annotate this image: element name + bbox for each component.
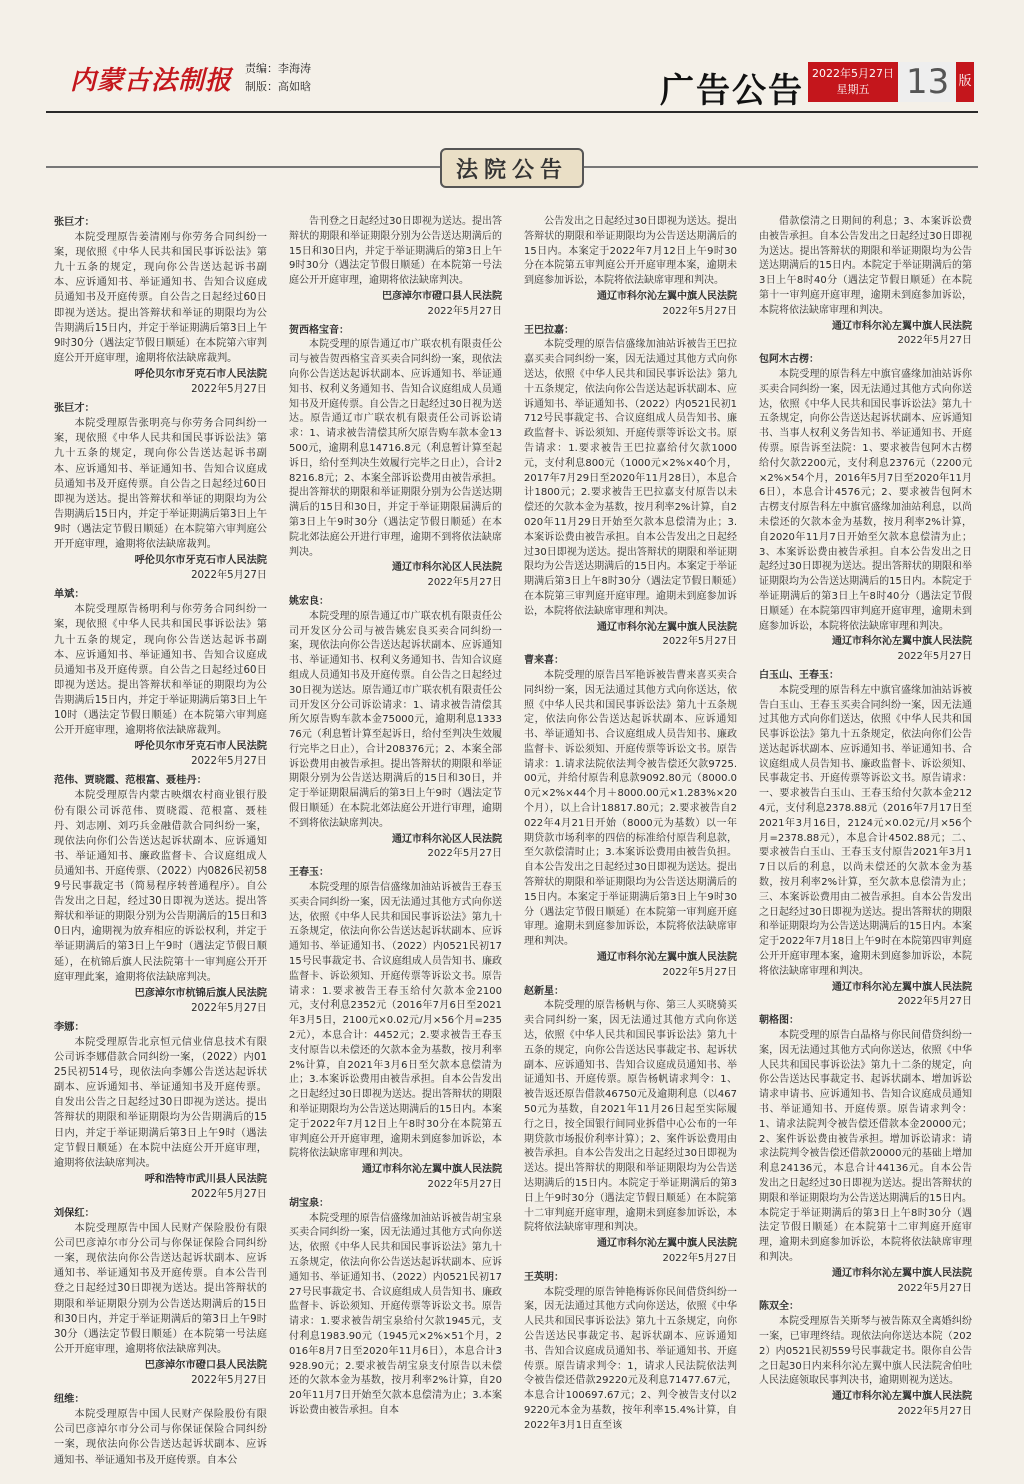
court-notice — [759, 215, 972, 349]
court-notice — [289, 595, 502, 862]
notice-body: 本院受理的原告吕军艳诉被告曹来喜买卖合同纠纷一案，因无法通过其他方式向你送达，依照《中华人民共和国民事诉讼法》第九十五条规定，依法向你公告送达起诉状副本、应诉通知书、举证通知书、合议庭组成人员告知书、廉政监督卡、诉讼须知、开庭传票等诉讼文书。原告请求：1.请求法院依法判令被告偿还欠款9725.00元，并给付原告利息款9092.80元（8000.00元×2%×44个月＋8000.00元×1.283%×20个月），以上合计18817.80元；2.要求被告自2022年4月21日开始（8000元为基数）以一年期贷款市场利率的四倍的标准给付原告利息款，至欠款偿清时止；3.本案诉讼费用由被告负担。自本公告发出之日起经过30日即视为送达。提出答辩状的期限和举证期限均为公告送达期满后的15日内。本案定于举证期满后第3日上午9时30分（遇法定节假日顺延）在本院第一审判庭开庭审理。逾期未到庭参加诉讼，本院将依法缺席审理和判决。 — [524, 669, 737, 948]
notice-date: 2022年5月27日 — [897, 1405, 972, 1417]
court-notice — [524, 215, 737, 320]
court-notice — [289, 215, 502, 320]
issuing-court: 通辽市科尔沁左翼中旗人民法院 — [832, 320, 972, 332]
notice-body: 本院受理的原告杨帆与你、第三人买晓骑买卖合同纠纷一案，因无法通过其他方式向你送达，依照《中华人民共和国民事诉讼法》第九十五条的规定，向你公告送达民事裁定书、起诉状副本、应诉通知书、告知合议庭成员通知书、举证通知书、开庭传票。原告杨帆请求判令：1、被告返还原告借款46750元及逾期利息（以46750元为基数，自2021年11月26日起至实际履行之日，按全国银行间同业拆借中心公布的一年期贷款市场报价利率计算）；2、案件诉讼费用由被告承担。自本公告发出之日起经过30日即视为送达。提出答辩状的期限和举证期限均为公告送达期满后的15日内。本院定于举证期满后的第3日上午9时30分（遇法定节假日顺延）在本院第十二审判庭开庭审理，逾期未到庭参加诉讼，本院将依法缺席审理和判决。 — [524, 1000, 737, 1234]
issuing-court: 巴彦淖尔市杭锦后旗人民法院 — [134, 987, 267, 999]
notice-body: 告刊登之日起经过30日即视为送达。提出答辩状的期限和举证期限分别为公告送达期满后的15日和30日内，并定于举证期满后的第3日上午9时30分（遇法定节假日顺延）在本院第一号法庭公开开庭审理，逾期将依法缺席判决。 — [289, 216, 502, 287]
addressee: 王英明： — [524, 1271, 564, 1283]
court-notice — [289, 324, 502, 591]
addressee: 王春玉： — [289, 867, 329, 879]
addressee: 张巨才： — [54, 217, 95, 228]
addressee: 李娜： — [54, 1021, 85, 1033]
notice-date: 2022年5月27日 — [191, 1188, 267, 1200]
addressee: 包阿木古楞： — [759, 354, 819, 366]
notice-body: 借款偿清之日期间的利息；3、本案诉讼费由被告承担。自本公告发出之日起经过30日即视为送达。提出答辩状的期限和举证期限均为公告送达期满后的15日内。本院定于举证期满后的第3日上午8时40分（遇法定节假日顺延）在本院第十一审判庭开庭审理，逾期未到庭参加诉讼，本院将依法缺席审理和判决。 — [759, 216, 972, 316]
notice-date: 2022年5月27日 — [427, 1179, 502, 1190]
addressee: 陈双全： — [759, 1301, 799, 1313]
issuing-court: 通辽市科尔沁左翼中旗人民法院 — [597, 290, 737, 302]
issue-weekday: 星期五 — [836, 83, 870, 96]
notice-date: 2022年5月27日 — [191, 384, 267, 396]
notice-body: 本院受理的原告信盛缘加油站诉被告王巴拉嘉买卖合同纠纷一案，因无法通过其他方式向你送达，依照《中华人民共和国民事诉讼法》第九十五条规定，依法向你公告送达起诉状副本、应诉通知书、举证通知书、（2022）内0521民初1712号民事裁定书、合议庭组成人员告知书、廉政监督卡、诉讼须知、开庭传票等诉讼文书。原告请求：1.要求被告王巴拉嘉给付欠款1000元，支付利息800元（1000元×2%×40个月，2017年7月29日至2020年11月28日），本息合计1800元；2.要求被告王巴拉嘉支付原告以未偿还的欠款本金为基数，按月利率2%计算，自2020年11月29日开始至欠款本息偿清为止；3.本案诉讼费由被告承担。自本公告发出之日起经过30日即视为送达。提出答辩状的期限和举证期限均为公告送达期满后的15日内。本案定于举证期满后第3日上午8时30分（遇法定节假日顺延）在本院第三审判庭开庭审理。逾期未到庭参加诉讼，本院将依法缺席审理和判决。 — [524, 339, 737, 617]
notice-date: 2022年5月27日 — [191, 1375, 267, 1387]
notice-date: 2022年5月27日 — [191, 570, 267, 582]
addressee: 曹来喜： — [524, 655, 564, 667]
notice-body: 本院受理原告中国人民财产保险股份有限公司巴彦淖尔市分公司与你保证保险合同纠纷一案，现依法向你公告送达起诉状副本、应诉通知书、举证通知书及开庭传票。自本公 — [54, 1409, 267, 1466]
notice-body: 公告发出之日起经过30日即视为送达。提出答辩状的期限和举证期限均为公告送达期满后的15日内。本案定于2022年7月12日上午9时30分在本院第五审判庭公开开庭审理本案，逾期未到庭参加诉讼，本院将依法缺席审理和判决。 — [524, 216, 737, 287]
notice-date: 2022年5月27日 — [662, 966, 737, 978]
court-notice — [759, 1300, 972, 1419]
staff-credits — [245, 60, 311, 96]
notice-date: 2022年5月27日 — [897, 651, 972, 663]
court-notice — [54, 1206, 267, 1388]
issuing-court: 通辽市科尔沁左翼中旗人民法院 — [597, 1238, 737, 1250]
court-notice — [524, 324, 737, 651]
notice-body: 本院受理原告姜清刚与你劳务合同纠纷一案，现依照《中华人民共和国民事诉讼法》第九十五条的规定，现向你公告送达起诉书副本、应诉通知书、举证通知书、告知合议庭成员通知书及开庭传票。自公告之日起经过60日即视为送达。提出答辩状和举证的期限均为公告期满后15日内，并定于举证期满后第3日上午9时30分（遇法定节假日顺延）在本院第六审判庭公开开庭审理，逾期将依法缺席裁判。 — [54, 232, 268, 364]
court-notice — [289, 1197, 502, 1419]
issuing-court: 通辽市科尔沁左翼中旗人民法院 — [832, 981, 972, 993]
producer-credit: 制版：高如晗 — [245, 80, 311, 93]
notice-body: 本院受理原告张明亮与你劳务合同纠纷一案，现依照《中华人民共和国民事诉讼法》第九十五条的规定，现向你公告送达起诉书副本、应诉通知书、举证通知书、告知合议庭成员通知书及开庭传票。自公告之日起经过60日即视为送达。提出答辩状和举证的期限均为公告期满后15日内，并定于举证期满后第3日上午9时（遇法定节假日顺延）在本院第六审判庭公开开庭审理，逾期将依法缺席裁判。 — [54, 418, 268, 550]
issuing-court: 通辽市科尔沁区人民法院 — [392, 833, 502, 845]
addressee: 朝格图： — [759, 1015, 799, 1027]
court-notice-banner: 法院公告 — [440, 148, 584, 188]
addressee: 姚宏良： — [289, 595, 329, 607]
notice-date: 2022年5月27日 — [191, 756, 267, 768]
addressee: 纽维： — [54, 1394, 85, 1406]
court-notice — [524, 654, 737, 981]
issue-date-box — [808, 62, 898, 102]
addressee: 单斌： — [54, 589, 85, 601]
issuing-court: 呼伦贝尔市牙克石市人民法院 — [134, 741, 267, 753]
issuing-court: 呼和浩特市武川县人民法院 — [144, 1173, 267, 1185]
court-notice — [54, 1020, 267, 1202]
notice-body: 本院受理原告中国人民财产保险股份有限公司巴彦淖尔市分公司与你保证保险合同纠纷一案，现依法向你公告送达起诉状副本、应诉通知书、举证通知书及开庭传票。自本公告刊登之日起经过30日即视为送达。提出答辩状的期限和举证期限分别为公告送达期满后的15日和30日内，并定于举证期满后的第3日上午9时30分（遇法定节假日顺延）在本院第一号法庭公开开庭审理，逾期将依法缺席判决。 — [54, 1223, 267, 1355]
notice-date: 2022年5月27日 — [897, 1282, 972, 1294]
notice-body: 本院受理的原告科左中旗官盛缘加油站诉被告白玉山、王春玉买卖合同纠纷一案，因无法通过其他方式向你们送达，依照《中华人民共和国民事诉讼法》第九十五条规定，依法向你们公告送达起诉状副本、应诉通知书、举证通知书、合议庭组成人员告知书、廉政监督卡、诉讼须知、民事裁定书、开庭传票等诉讼文书。原告请求：一、要求被告白玉山、王春玉给付欠款本金2124元，支付利息2378.88元（2016年7月17日至2021年3月16日，2124元×0.02元/月×56个月=2378.88元），本息合计4502.88元；二、要求被告白玉山、王春玉支付原告2021年3月17日以后的利息，以尚未偿还的欠款本金为基数，按月利率2%计算，至欠款本息偿清为止；三、本案诉讼费用由二被告承担。自本公告发出之日起经过30日即视为送达。提出答辩状的期限和举证期限均为公告送达期满后的15日内。本案定于2022年7月18日上午9时在本院第四审判庭公开开庭审理本案，逾期未到庭参加诉讼，本院将依法缺席审理和判决。 — [759, 684, 972, 977]
court-notice — [54, 587, 267, 769]
addressee: 白玉山、王春玉： — [759, 669, 839, 681]
issuing-court: 呼伦贝尔市牙克石市人民法院 — [134, 368, 267, 380]
notice-body: 本院受理的原告信盛缘加油站诉被告胡宝泉买卖合同纠纷一案，因无法通过其他方式向你送达，依照《中华人民共和国民事诉讼法》第九十五条规定，依法向你公告送达起诉状副本、应诉通知书、举证通知书、（2022）内0521民初1727号民事裁定书、合议庭组成人员告知书、廉政监督卡、诉讼须知、开庭传票等诉讼文书。原告请求：1.要求被告胡宝泉给付欠款1945元，支付利息1983.90元（1945元×2%×51个月，2016年8月7日至2020年11月6日），本息合计3928.90元；2.要求被告胡宝泉支付原告以未偿还的欠款本金为基数，按月利率2%计算，自2020年11月7日开始至欠款本息偿清为止；3.本案诉讼费由被告承担。自本 — [289, 1212, 502, 1416]
notice-body: 本院受理原告杨明利与你劳务合同纠纷一案，现依照《中华人民共和国民事诉讼法》第九十五条的规定，现向你公告送达起诉书副本、应诉通知书、举证通知书、告知合议庭成员通知书及开庭传票。自公告之日起经过60日即视为送达。提出答辩状和举证的期限均为公告期满后15日内，并定于举证期满后第3日上午10时（遇法定节假日顺延）在本院第六审判庭公开开庭审理，逾期将依法缺席裁判。 — [54, 604, 268, 737]
notice-date: 2022年5月27日 — [191, 1002, 267, 1014]
court-notice — [759, 669, 972, 1010]
court-notice — [289, 866, 502, 1193]
notice-column-3 — [524, 215, 737, 1438]
notice-body: 本院受理原告关斯琴与被告陈双全离婚纠纷一案，已审理终结。现依法向你送达本院（2022）内0521民初559号民事裁定书。限你自公告之日起30日内来科尔沁左翼中旗人民法院舍伯吐人民法庭领取民事判决书，逾期则视为送达。 — [759, 1316, 972, 1387]
court-notice — [54, 401, 267, 583]
notice-body: 本院受理的原告白晶格与你民间借贷纠纷一案，因无法通过其他方式向你送达，依照《中华人民共和国民事诉讼法》第九十二条的规定，向你公告送达民事裁定书、起诉状副本、增加诉讼请求申请书、应诉通知书、告知合议庭成员通知书、举证通知书、开庭传票。原告请求判令：1、请求法院判令被告偿还借款本金20000元；2、案件诉讼费由被告承担。增加诉讼请求：请求法院判令被告偿还借款20000元的基础上增加利息24136元，本息合计44136元。自本公告发出之日起经过30日即视为送达。提出答辩状的期限和举证期限均为公告送达期满后的15日内。本院定于举证期满后的第3日上午8时30分（遇法定节假日顺延）在本院第十二审判庭开庭审理，逾期未到庭参加诉讼，本院将依法缺席审理和判决。 — [759, 1030, 972, 1263]
notice-date: 2022年5月27日 — [427, 848, 502, 860]
notice-body: 本院受理的原告科左中旗官盛缘加油站诉你买卖合同纠纷一案，因无法通过其他方式向你送达，依照《中华人民共和国民事诉讼法》第九十五条规定，向你公告送达起诉状副本、应诉通知书、当事人权利义务告知书、举证通知书、开庭传票。原告诉至法院：1、要求被告包阿木古楞给付欠款2200元，支付利息2376元（2200元×2%×54个月，2016年5月7日至2020年11月6日），本息合计4576元；2、要求被告包阿木古楞支付原告科左中旗官盛缘加油站利息，以尚未偿还的欠款本金为基数，按月利率2%计算，自2020年11月7日开始至欠款本息偿清为止；3、本案诉讼费由被告承担。自本公告发出之日起经过30日即视为送达。提出答辩状的期限和举证期限均为公告送达期满后的15日内。本院定于举证期满后的第3日上午8时40分（遇法定节假日顺延）在本院第四审判庭开庭审理，逾期未到庭参加诉讼，本院将依法缺席审理和判决。 — [759, 368, 972, 632]
banner-rule-left — [46, 166, 440, 168]
court-notice — [524, 985, 737, 1267]
addressee: 范伟、贾晓霞、范根富、聂桂丹： — [54, 775, 207, 787]
court-notice — [759, 353, 972, 665]
issuing-court: 通辽市科尔沁左翼中旗人民法院 — [597, 621, 737, 633]
issuing-court: 通辽市科尔沁左翼中旗人民法院 — [832, 1391, 972, 1403]
issuing-court: 巴彦淖尔市磴口县人民法院 — [382, 290, 502, 302]
addressee: 赵新星： — [524, 985, 564, 997]
addressee: 张巨才： — [54, 403, 95, 415]
page-suffix: 版 — [956, 62, 974, 102]
notice-column-2 — [289, 215, 502, 1423]
addressee: 刘保红： — [54, 1208, 95, 1219]
court-notice — [54, 773, 267, 1016]
court-notice — [54, 215, 267, 397]
header-divider — [46, 111, 978, 113]
notice-column-4 — [759, 215, 972, 1424]
court-notice — [54, 1392, 267, 1467]
editor-credit: 责编：李海涛 — [245, 62, 311, 75]
issuing-court: 通辽市科尔沁区人民法院 — [392, 562, 502, 574]
issuing-court: 通辽市科尔沁左翼中旗人民法院 — [832, 636, 972, 648]
section-title: 广告公告 — [660, 71, 804, 111]
banner-rule-right — [584, 166, 978, 168]
issuing-court: 通辽市科尔沁左翼中旗人民法院 — [597, 952, 737, 964]
issuing-court: 通辽市科尔沁左翼中旗人民法院 — [832, 1267, 972, 1279]
addressee: 王巴拉嘉： — [524, 324, 574, 336]
addressee: 胡宝泉： — [289, 1197, 329, 1209]
notice-date: 2022年5月27日 — [897, 996, 972, 1008]
issuing-court: 通辽市科尔沁左翼中旗人民法院 — [362, 1164, 502, 1176]
notice-date: 2022年5月27日 — [662, 636, 737, 648]
issue-date: 2022年5月27日 — [812, 67, 894, 80]
newspaper-logo: 内蒙古法制报 — [70, 66, 233, 96]
notice-body: 本院受理原告内蒙古映烟农村商业银行股份有限公司诉范伟、贾晓霞、范根富、聂桂丹、刘志刚、刘巧兵金融借款合同纠纷一案，现依法向你们公告送达起诉状副本、应诉通知书、举证通知书、廉政监督卡、合议庭组成人员通知书、开庭传票、（2022）内0826民初589号民事裁定书（简易程序转普通程序）。自公告发出之日起，经过30日即视为送达。提出答辩状和举证的期限分别为公告期满后的15日和30日内，逾期视为放弃相应的诉讼权利，并定于举证期满后的第3日上午9时（遇法定节假日顺延），在杭锦后旗人民法院第十一审判庭公开开庭审理此案，逾期将依法缺席判决。 — [54, 790, 268, 983]
masthead — [0, 0, 1024, 112]
issuing-court: 巴彦淖尔市磴口县人民法院 — [144, 1359, 267, 1371]
notice-date: 2022年5月27日 — [662, 305, 737, 317]
page-number: 13 — [906, 62, 950, 102]
court-notice — [524, 1271, 737, 1434]
addressee: 贺西格宝音： — [289, 324, 349, 336]
notice-column-1 — [54, 215, 267, 1472]
notice-body: 本院受理的原告信盛缘加油站诉被告王春玉买卖合同纠纷一案，因无法通过其他方式向你送达，依照《中华人民共和国民事诉讼法》第九十五条规定，依法向你公告送达起诉状副本、应诉通知书、举证通知书、（2022）内0521民初1715号民事裁定书、合议庭组成人员告知书、廉政监督卡、诉讼须知、开庭传票等诉讼文书。原告请求：1.要求被告王春玉给付欠款本金2100元，支付利息2352元（2016年7月6日至2021年3月5日，2100元×0.02元/月×56个月=2352元），本息合计：4452元；2.要求被告王春玉支付原告以未偿还的欠款本金为基数，按月利率2%计算，自2021年3月6日至欠款本息偿清为止；3.本案诉讼费用由被告承担。自本公告发出之日起经过30日即视为送达。提出答辩状的期限和举证期限均为公告送达期满后的15日内。本案定于2022年7月12日上午8时30分在本院第五审判庭公开开庭审理，逾期未到庭参加诉讼，本院将依法缺席审理和判决。 — [289, 882, 502, 1160]
page-number-box — [898, 62, 976, 102]
court-notice — [759, 1014, 972, 1296]
notice-date: 2022年5月27日 — [427, 577, 502, 589]
issuing-court: 呼伦贝尔市牙克石市人民法院 — [134, 555, 267, 567]
notice-date: 2022年5月27日 — [897, 335, 972, 347]
notice-body: 本院受理的原告通辽市广联农机有限责任公司与被告贺西格宝音买卖合同纠纷一案，现依法向你公告送达起诉状副本、应诉通知书、举证通知书、权利义务通知书、告知合议庭组成人员通知书及开庭传票。自公告之日起经过30日视为送达。原告通辽市广联农机有限责任公司诉讼请求：1、请求被告清偿其所欠原告购车款本金13500元，逾期利息14716.8元（利息暂计算至起诉日，给付至判决生效履行完毕之日止），合计28216.8元；2、本案全部诉讼费用由被告承担。提出答辩状的期限和举证期限分别为公告送达期满后的15日和30日，并定于举证期限届满后的第3日上午9时30分（遇法定节假日顺延）在本院北郊法庭公开进行审理，逾期不到将依法缺席判决。 — [289, 339, 502, 558]
notice-body: 本院受理的原告钟艳梅诉你民间借贷纠纷一案，因无法通过其他方式向你送达，依照《中华人民共和国民事诉讼法》第九十五条规定，向你公告送达民事裁定书、起诉状副本、应诉通知书、告知合议庭成员通知书、举证通知书、开庭传票。原告请求判令：1，请求人民法院依法判令被告偿还借款29220元及利息71477.67元，本息合计100697.67元；2、判令被告支付以29220元本金为基数，按年利率15.4%计算，自2022年3月1日直至该 — [524, 1286, 737, 1431]
notice-date: 2022年5月27日 — [427, 305, 502, 317]
notice-date: 2022年5月27日 — [662, 1252, 737, 1264]
notice-body: 本院受理的原告通辽市广联农机有限责任公司开发区分公司与被告姚宏良买卖合同纠纷一案，现依法向你公告送达起诉状副本、应诉通知书、举证通知书、权利义务通知书、告知合议庭组成人员通知书及开庭传票。自公告之日起经过30日视为送达。原告通辽市广联农机有限责任公司开发区分公司诉讼请求：1、请求被告清偿其所欠原告购车款本金75000元，逾期利息133376元（利息暂计算至起诉日，给付至判决生效履行完毕之日止），合计208376元；2、本案全部诉讼费用由被告承担。提出答辩状的期限和举证期限分别为公告送达期满后的15日和30日，并定于举证期限届满后的第3日上午9时（遇法定节假日顺延）在本院北郊法庭公开进行审理，逾期不到将依法缺席判决。 — [289, 610, 502, 829]
notice-body: 本院受理原告北京恒元信业信息技术有限公司诉李娜借款合同纠纷一案，（2022）内0125民初514号，现依法向李娜公告送达起诉状副本、应诉通知书、举证通知书及开庭传票。自发出公告之日起经过30日即视为送达。提出答辩状的期限和举证期限均为公告期满后的15日内，并定于举证期满后第3日上午9时（遇法定节假日顺延）在本院中法庭公开开庭审理，逾期将依法缺席判决。 — [54, 1036, 267, 1169]
